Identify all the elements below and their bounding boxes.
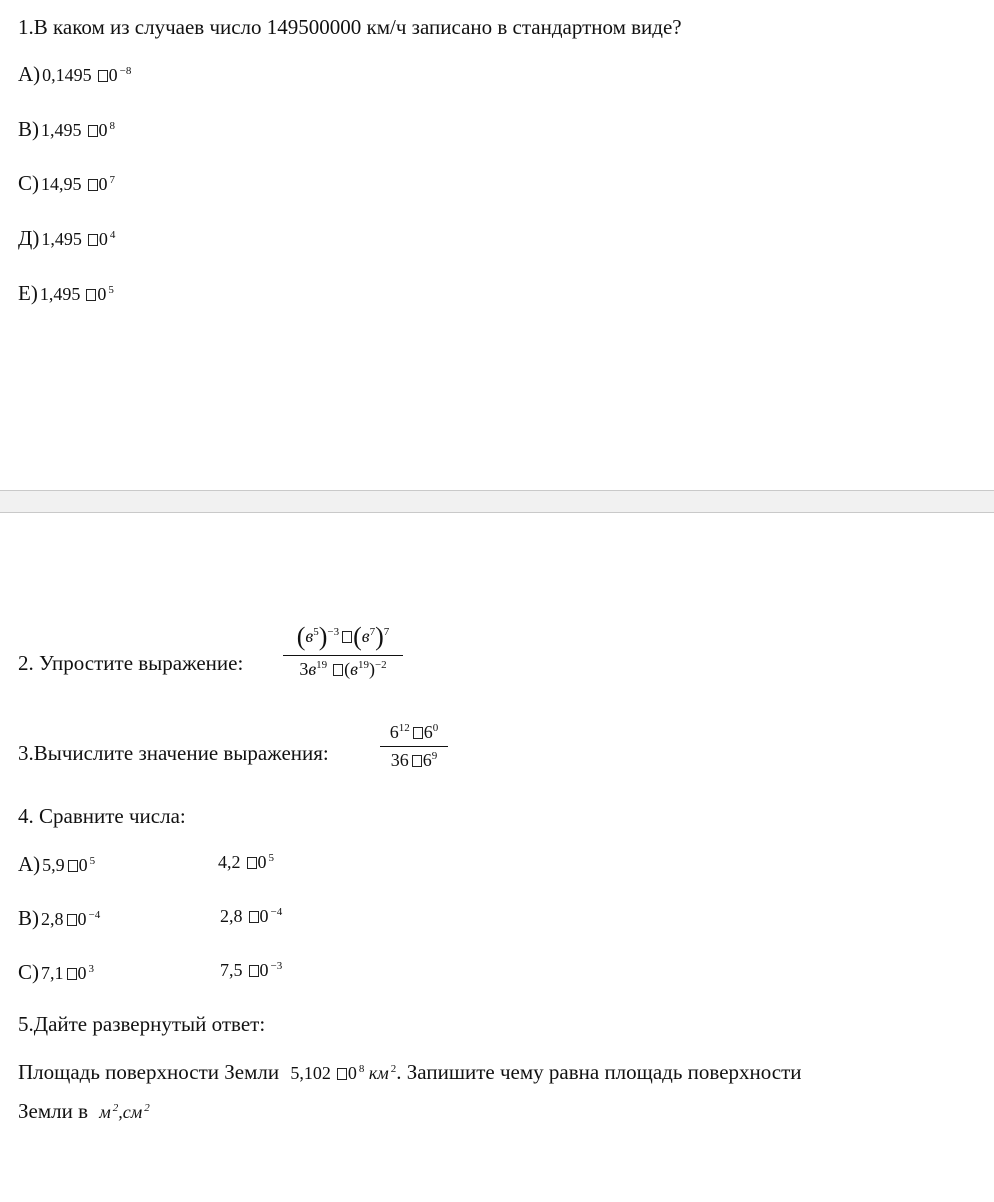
exponent: −3 — [327, 626, 340, 638]
exponent: 0 — [432, 722, 439, 734]
coefficient: 3 — [299, 659, 309, 679]
mantissa: 2,8 — [41, 909, 64, 929]
option-letter: В) — [18, 117, 39, 141]
exponent: 5 — [89, 855, 96, 867]
question-5: 5.Дайте развернутый ответ: — [18, 1012, 266, 1036]
exponent: −3 — [270, 960, 283, 972]
fraction-numerator: $(в^5)^{-3}$ $(в^7)^7$ — [296, 622, 390, 651]
exponent: 7 — [383, 626, 390, 638]
right-value-b — [220, 906, 282, 927]
missing-glyph-icon — [337, 1068, 347, 1080]
missing-glyph-icon — [333, 664, 343, 676]
fraction-bar — [283, 655, 403, 656]
exponent: −4 — [270, 906, 283, 918]
exponent: 7 — [369, 626, 376, 638]
option-value — [41, 174, 115, 195]
right-value-a — [218, 852, 274, 873]
base: 0 — [259, 960, 269, 980]
left-value — [42, 855, 95, 876]
unit: м — [99, 1102, 111, 1122]
base: 6 — [423, 722, 433, 742]
option-letter: С) — [18, 171, 39, 195]
missing-glyph-icon — [88, 125, 98, 137]
base: 0 — [98, 229, 108, 249]
mantissa: 0,1495 — [42, 65, 92, 85]
base: 36 — [390, 750, 409, 770]
option-e — [18, 281, 114, 306]
missing-glyph-icon — [412, 755, 422, 767]
missing-glyph-icon — [67, 968, 77, 980]
unit: км — [368, 1063, 389, 1083]
fraction-numerator — [380, 722, 448, 743]
q5-text: Земли в — [18, 1099, 89, 1123]
unit: см — [122, 1102, 143, 1122]
exponent: 12 — [398, 722, 410, 734]
mantissa: 1,495 — [41, 229, 82, 249]
exponent: 5 — [268, 852, 274, 864]
mantissa: 14,95 — [41, 174, 82, 194]
base: 0 — [77, 963, 87, 983]
base: 0 — [98, 174, 108, 194]
variable: в — [361, 626, 370, 646]
base: 0 — [98, 120, 108, 140]
missing-glyph-icon — [413, 727, 423, 739]
missing-glyph-icon — [88, 234, 98, 246]
missing-glyph-icon — [342, 631, 352, 643]
exponent: 5 — [108, 284, 114, 296]
base: 0 — [347, 1063, 357, 1083]
exponent: 19 — [357, 659, 369, 671]
q5-units — [99, 1102, 149, 1122]
page-separator — [0, 490, 994, 513]
compare-row-c — [18, 960, 94, 985]
question-3: 3.Вычислите значение выражения: — [18, 741, 329, 765]
missing-glyph-icon — [67, 914, 77, 926]
option-a — [18, 62, 131, 87]
base: 0 — [259, 906, 269, 926]
option-d — [18, 226, 115, 251]
option-value — [41, 229, 115, 250]
exponent: 2 — [144, 1102, 150, 1114]
fraction-bar — [380, 746, 448, 747]
base: 0 — [257, 852, 267, 872]
q5-line-2 — [18, 1099, 150, 1124]
exponent: 9 — [431, 750, 438, 762]
option-value — [42, 65, 131, 86]
exponent: 19 — [316, 659, 328, 671]
compare-row-a — [18, 852, 95, 877]
missing-glyph-icon — [88, 179, 98, 191]
exponent: −4 — [88, 909, 101, 921]
exponent: 5 — [313, 626, 319, 638]
option-letter: Е) — [18, 281, 38, 305]
question-4: 4. Сравните числа: — [18, 804, 186, 828]
mantissa: 5,9 — [42, 855, 65, 875]
missing-glyph-icon — [247, 857, 257, 869]
right-value-c — [220, 960, 282, 981]
base: 0 — [108, 65, 118, 85]
exponent: 2 — [112, 1102, 119, 1114]
separator: , — [118, 1102, 123, 1122]
q2-fraction — [283, 622, 403, 680]
exponent: 2 — [390, 1063, 397, 1075]
q5-value — [290, 1063, 396, 1083]
option-letter: С) — [18, 960, 39, 984]
variable: в — [305, 626, 314, 646]
base: 0 — [97, 284, 107, 304]
mantissa: 1,495 — [39, 284, 81, 304]
left-value — [41, 963, 94, 984]
missing-glyph-icon — [98, 70, 108, 82]
variable: в — [350, 659, 358, 679]
missing-glyph-icon — [249, 911, 259, 923]
exponent: 3 — [88, 963, 94, 975]
exponent: −8 — [119, 65, 132, 77]
exponent: 8 — [109, 120, 115, 132]
q5-text: Площадь поверхности Земли — [18, 1060, 280, 1084]
option-letter: В) — [18, 906, 39, 930]
base: 6 — [389, 722, 399, 742]
missing-glyph-icon — [249, 965, 259, 977]
option-letter: А) — [18, 852, 41, 876]
missing-glyph-icon — [68, 860, 78, 872]
compare-row-b — [18, 906, 100, 931]
exponent: 4 — [109, 229, 116, 241]
fraction-denominator — [380, 750, 448, 771]
option-value — [40, 284, 114, 305]
option-letter: Д) — [18, 226, 40, 250]
mantissa: 2,8 — [220, 906, 243, 926]
fraction-denominator: $3в^{19}$ $(в^{19})^{-2}$ — [299, 659, 387, 679]
base: 0 — [77, 909, 87, 929]
base: 0 — [78, 855, 88, 875]
question-2: 2. Упростите выражение: — [18, 651, 244, 675]
missing-glyph-icon — [86, 289, 96, 301]
base: 6 — [422, 750, 432, 770]
exponent: −2 — [374, 659, 387, 671]
mantissa: 7,1 — [41, 963, 64, 983]
left-value — [41, 909, 100, 930]
q3-fraction — [380, 722, 448, 771]
variable: в — [308, 659, 317, 679]
option-value — [41, 120, 115, 141]
mantissa: 5,102 — [290, 1063, 331, 1083]
q5-line-1 — [18, 1060, 802, 1085]
mantissa: 4,2 — [218, 852, 241, 872]
exponent: 8 — [358, 1063, 365, 1075]
option-b — [18, 117, 115, 142]
option-letter: А) — [18, 62, 41, 86]
exponent: 7 — [109, 174, 115, 186]
q5-text: . Запишите чему равна площадь поверхности — [396, 1060, 802, 1084]
mantissa: 1,495 — [41, 120, 82, 140]
option-c — [18, 171, 115, 196]
mantissa: 7,5 — [220, 960, 243, 980]
question-1: 1.В каком из случаев число 149500000 км/ч записано в стандартном виде? — [18, 15, 682, 39]
